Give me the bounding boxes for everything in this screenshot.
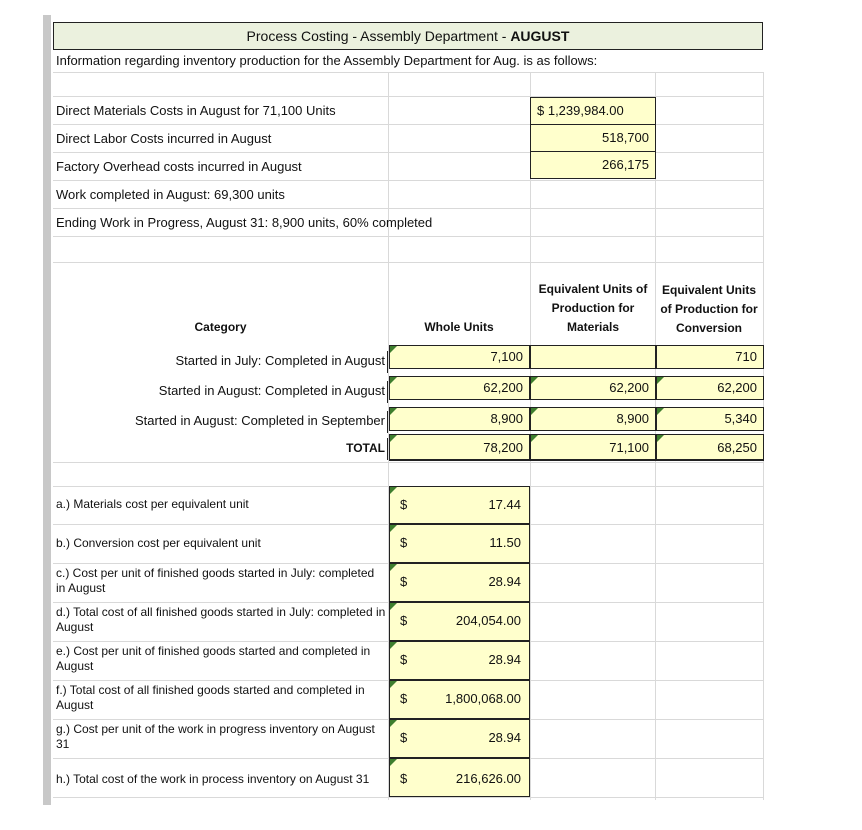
row-total-category: TOTAL (53, 438, 388, 460)
intro-text: Information regarding inventory production for the Assembly Department for Aug. is as follows: (56, 53, 598, 68)
question-e-value: 28.94 (488, 652, 521, 667)
row-total-materials: 71,100 (530, 434, 656, 460)
sheet-title (53, 22, 763, 50)
row-aug-sep-conversion: 5,340 (656, 407, 764, 431)
header-eq-materials: Equivalent Units of Production for Materials (538, 282, 648, 334)
info-label-overhead: Factory Overhead costs incurred in August (56, 159, 302, 174)
question-a-answer (389, 486, 530, 524)
row-total-conversion: 68,250 (656, 434, 764, 460)
question-a-currency: $ (400, 497, 408, 512)
question-e-currency: $ (400, 652, 408, 667)
info-label-labor: Direct Labor Costs incurred in August (56, 131, 272, 146)
question-d-answer (389, 602, 530, 641)
info-value-materials: $ 1,239,984.00 (530, 97, 656, 125)
row-aug-sep-category: Started in August: Completed in September (53, 411, 388, 433)
question-c-answer (389, 563, 530, 602)
question-b-label: b.) Conversion cost per equivalent unit (56, 536, 261, 550)
question-d-currency: $ (400, 613, 408, 628)
question-f-label: f.) Total cost of all finished goods started and completed in August (56, 683, 365, 712)
question-h-currency: $ (400, 771, 408, 786)
info-label-work-completed: Work completed in August: 69,300 units (56, 187, 285, 202)
row-aug-aug-whole: 62,200 (389, 376, 530, 400)
info-value-overhead: 266,175 (530, 151, 656, 179)
row-selector-bar (43, 15, 51, 805)
row-july-category: Started in July: Completed in August (53, 351, 388, 373)
info-label-ending-wip: Ending Work in Progress, August 31: 8,900 units, 60% completed (56, 215, 433, 230)
header-eq-conversion (657, 260, 761, 338)
header-eq-conversion-text: Equivalent Units of Production for Conversion (660, 283, 758, 335)
question-h-label: h.) Total cost of the work in process inventory on August 31 (56, 772, 370, 786)
total-double-underline (389, 459, 764, 461)
row-july-conversion: 710 (656, 345, 764, 369)
header-whole-units: Whole Units (424, 320, 494, 334)
question-e-answer (389, 641, 530, 680)
question-h-value: 216,626.00 (455, 771, 521, 786)
row-aug-aug-materials: 62,200 (530, 376, 656, 400)
question-c-value: 28.94 (488, 574, 521, 589)
question-b-currency: $ (400, 535, 408, 550)
row-aug-sep-whole: 8,900 (389, 407, 530, 431)
info-label-materials: Direct Materials Costs in August for 71,100 Units (56, 103, 336, 118)
question-f-value: 1,800,068.00 (445, 691, 521, 706)
question-b-answer (389, 524, 530, 563)
question-g-currency: $ (400, 730, 408, 745)
row-july-materials (530, 345, 656, 369)
question-e-label: e.) Cost per unit of finished goods started and completed in August (56, 644, 371, 673)
question-h-answer (389, 758, 530, 797)
question-b-value: 11.50 (489, 535, 521, 550)
question-g-answer (389, 719, 530, 758)
question-f-currency: $ (400, 691, 408, 706)
row-aug-aug-category: Started in August: Completed in August (53, 381, 388, 403)
row-aug-aug-conversion: 62,200 (656, 376, 764, 400)
title-prefix: Process Costing - Assembly Department - (246, 28, 511, 44)
question-c-currency: $ (400, 574, 408, 589)
question-c-label: c.) Cost per unit of finished goods started in July: completed in August (56, 566, 375, 595)
question-g-label: g.) Cost per unit of the work in progress inventory on August 31 (56, 722, 375, 751)
question-g-value: 28.94 (488, 730, 521, 745)
question-f-answer (389, 680, 530, 719)
title-month: AUGUST (510, 28, 570, 44)
question-d-label: d.) Total cost of all finished goods started in July: completed in August (56, 605, 386, 634)
row-july-whole: 7,100 (389, 345, 530, 369)
question-d-value: 204,054.00 (455, 613, 521, 628)
header-category: Category (194, 320, 247, 334)
info-value-labor: 518,700 (530, 124, 656, 152)
row-total-whole: 78,200 (389, 434, 530, 460)
row-aug-sep-materials: 8,900 (530, 407, 656, 431)
question-a-value: 17.44 (488, 497, 521, 512)
question-a-label: a.) Materials cost per equivalent unit (56, 497, 249, 511)
